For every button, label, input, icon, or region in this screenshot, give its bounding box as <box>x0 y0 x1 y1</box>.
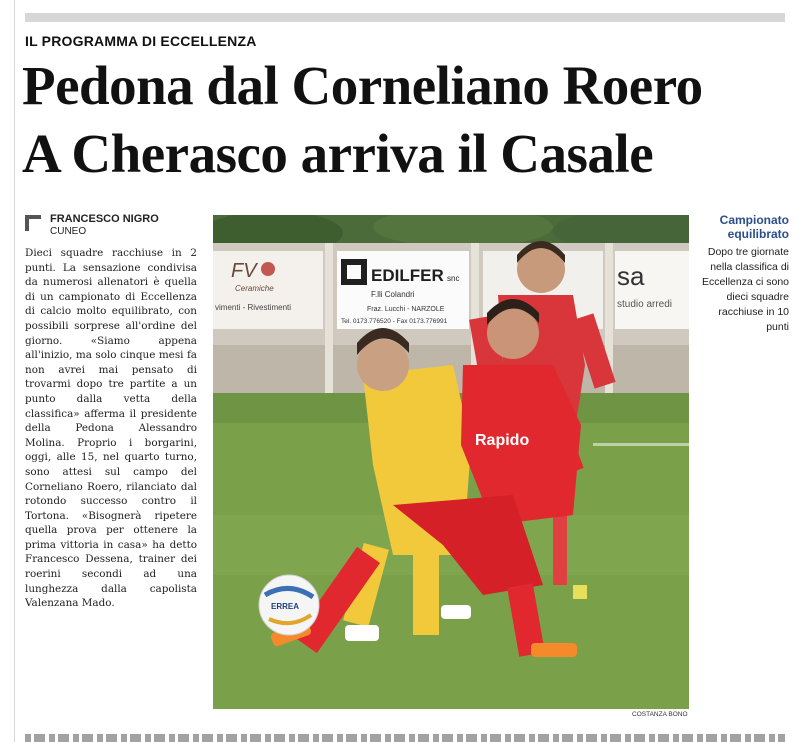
ad-left-line: vimenti - Rivestimenti <box>215 303 292 312</box>
football <box>259 575 319 635</box>
photo-credit: COSTANZA BONO <box>632 711 688 718</box>
ad-center-brand: EDILFER <box>371 266 444 285</box>
section-top-rule <box>25 13 785 22</box>
match-photo <box>213 215 689 709</box>
page-left-border <box>14 0 15 742</box>
byline-corner-icon <box>25 215 41 231</box>
headline-line-2: A Cherasco arriva il Casale <box>22 123 654 184</box>
ad-left-brand: FV <box>231 260 257 282</box>
ad-center-tel: Tel. 0173.776520 - Fax 0173.776991 <box>341 318 448 325</box>
ad-center-addr: Fraz. Lucchi - NARZOLE <box>367 306 445 313</box>
byline-place: CUNEO <box>50 226 87 237</box>
section-kicker: IL PROGRAMMA DI ECCELLENZA <box>25 33 257 49</box>
ball-brand-text: ERREA <box>271 602 300 611</box>
ad-sign-ceramiche <box>213 251 323 329</box>
headline-line-1: Pedona dal Corneliano Roero <box>22 55 703 116</box>
ad-left-sub: Ceramiche <box>235 284 274 293</box>
article-body: Dieci squadre racchiuse in 2 punti. La sensazione condivisa da numerosi allenatori è quella di un campionato di Eccellenza di calcio molto equilibrato, con possibili sorprese all'ordine del giorno. «Siamo appena all'inizio, ma solo cinque mesi fa non avrei mai pensato di trovarmi dopo tre partite a un punto dalla vetta della classifica» afferma il presidente della Pedona Alessandro Molina. Proprio i borgarini, oggi, alle 15, nel quarto turno, sono attesi sul campo del Corneliano Roero, rilanciato dal rotondo successo contro il Tortona. «Bisognerà ripetere quella prova per ottenere la prima vittoria in casa» ha detto Francesco Dessena, trainer dei roerini secondi ad una lunghezza dalla capolista Valenzana Mado. <box>25 247 197 610</box>
svg-text:sa: sa <box>617 261 645 291</box>
byline-author: FRANCESCO NIGRO <box>50 213 159 225</box>
ad-sign-edilfer <box>337 251 469 329</box>
ad-right-brand: studio arredi <box>617 299 673 310</box>
article-headline <box>22 52 792 188</box>
jersey-sponsor-text: Rapido <box>475 432 530 449</box>
sidebar-title: Campionato equilibrato <box>719 213 789 241</box>
sidebar-text: Dopo tre giornate nella classifica di Eccellenza ci sono dieci squadre racchiuse in 10 punti <box>702 246 789 333</box>
cut-off-next-line <box>25 734 785 742</box>
ad-center-sub: F.lli Colandri <box>371 290 415 299</box>
ad-center-suffix: snc <box>447 274 460 283</box>
